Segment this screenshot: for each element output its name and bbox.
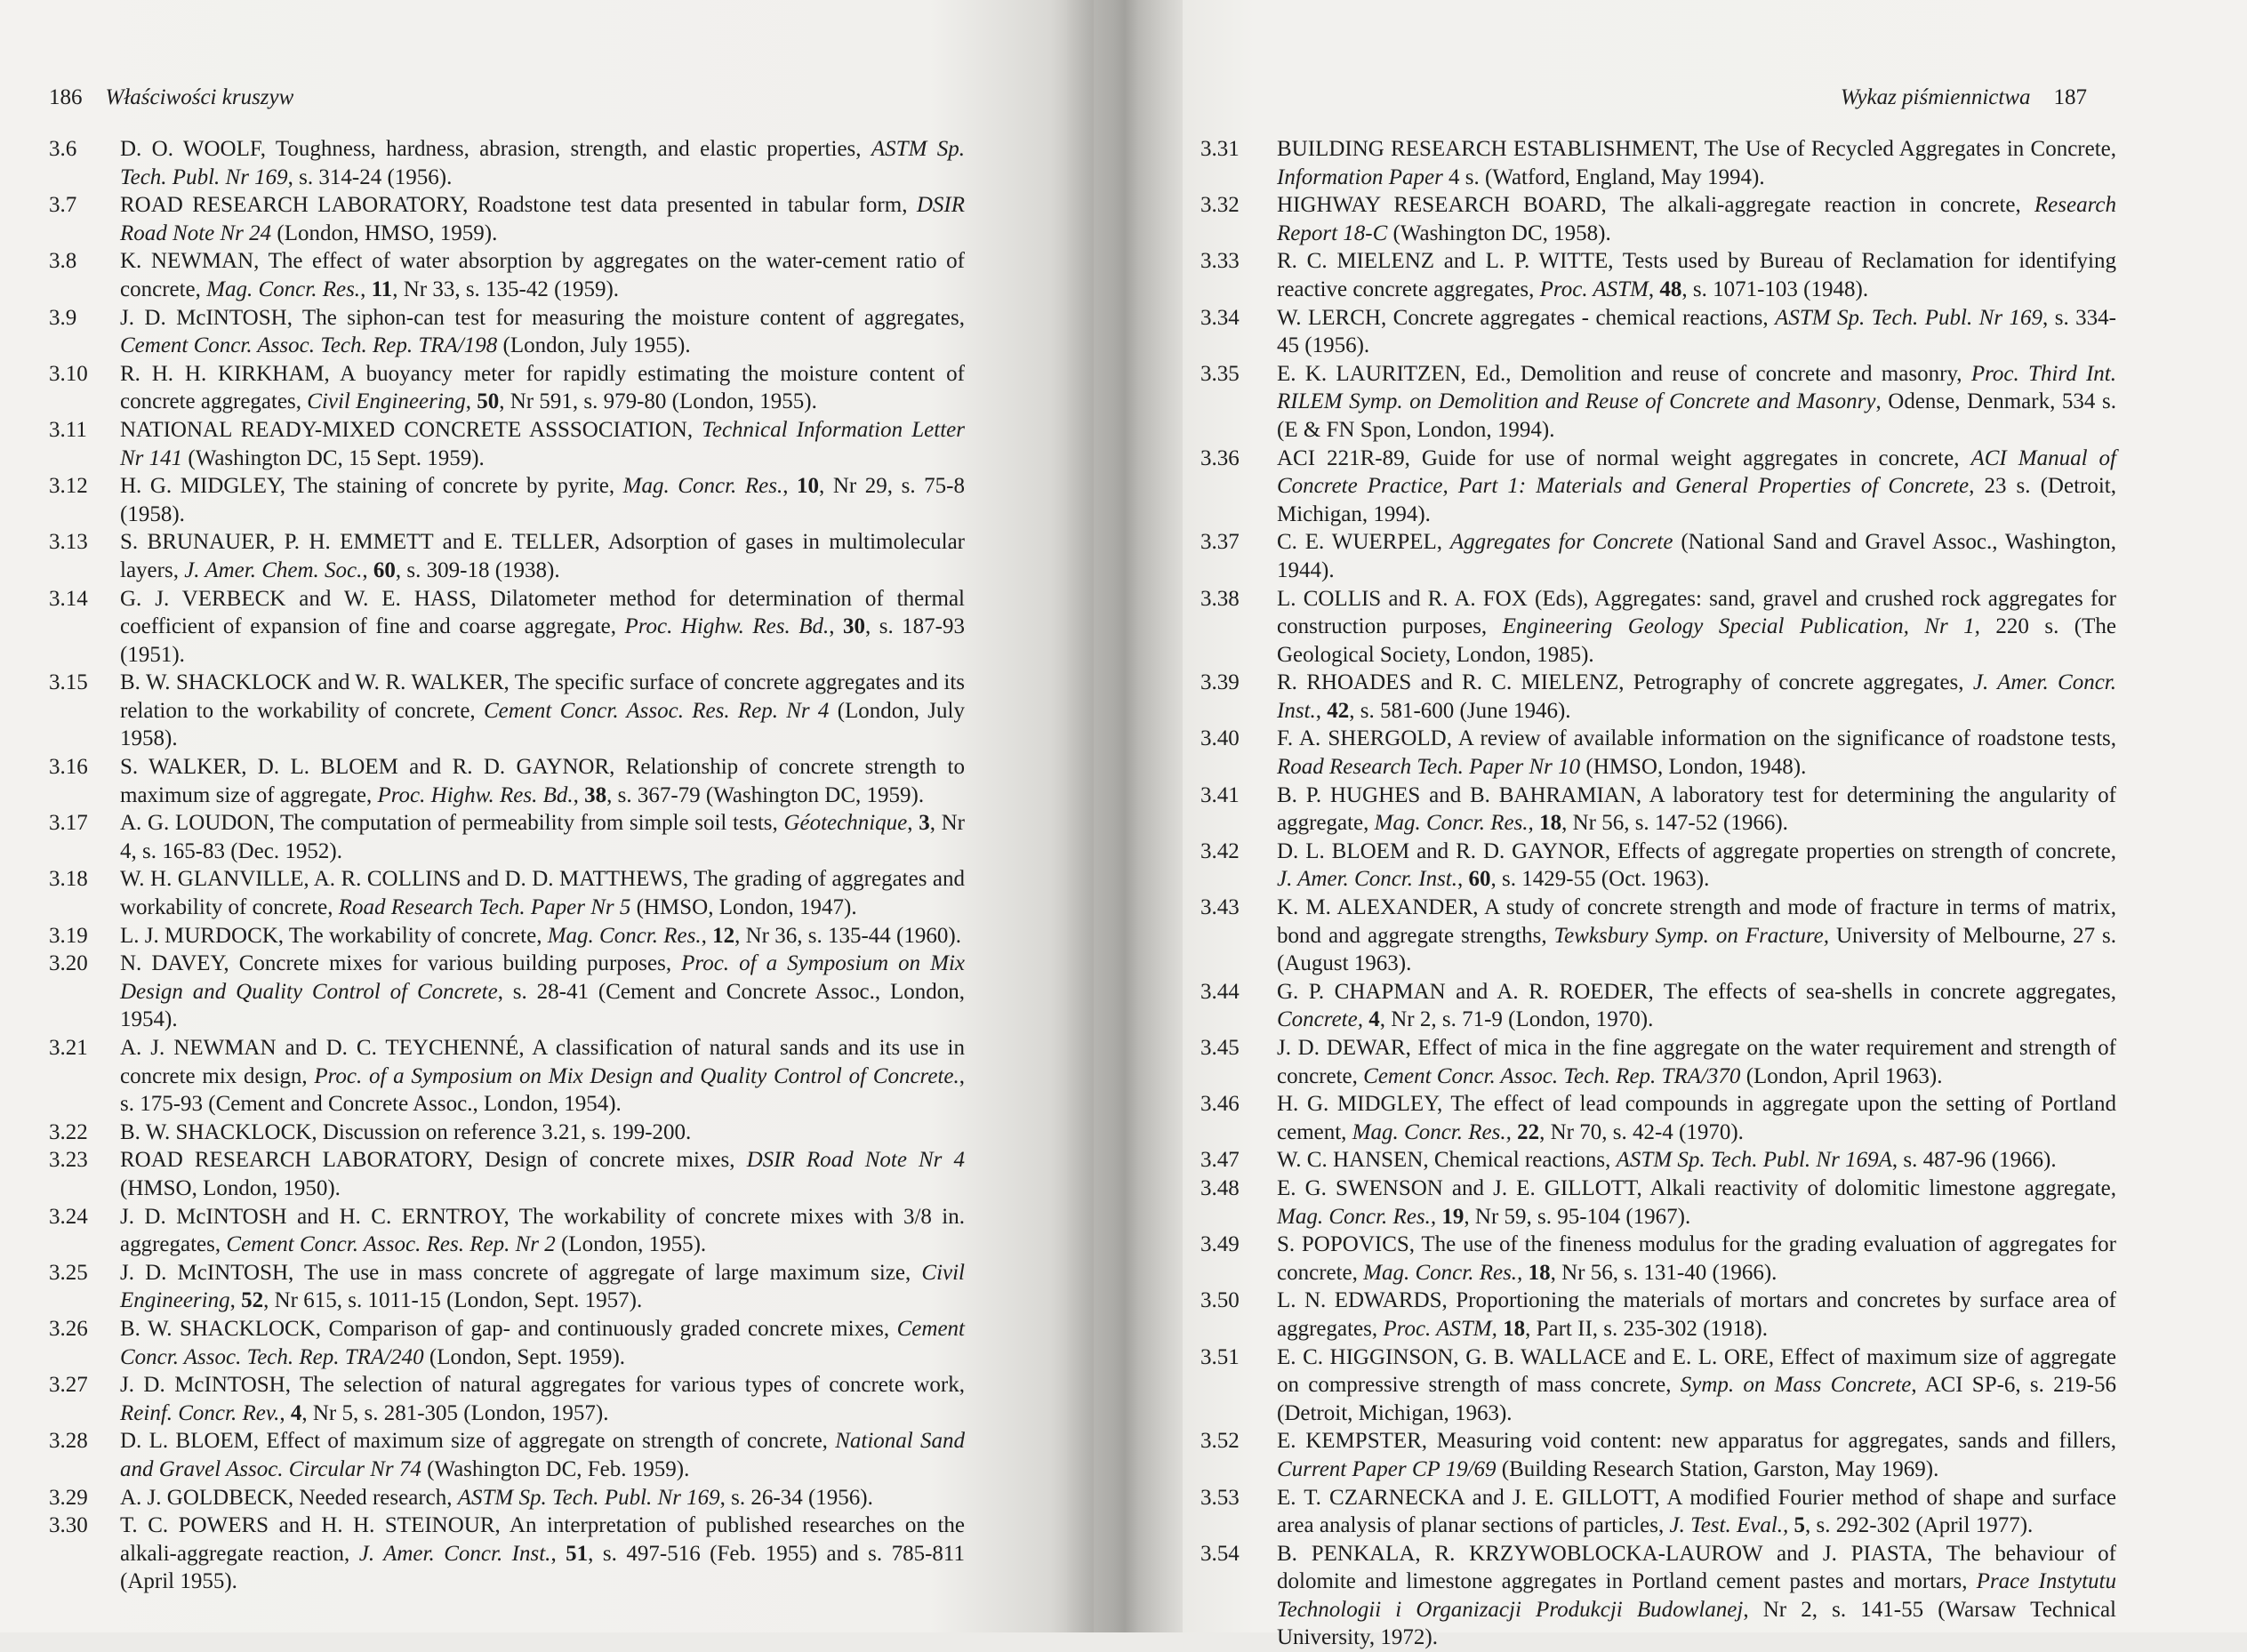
reference-text: S. WALKER, D. L. BLOEM and R. D. GAYNOR, Relationship of concrete strength to maximum size of aggregate, Proc. Highw. Res. Bd., 38, s. 367-79 (Washington DC, 1959). xyxy=(120,755,965,807)
reference-text: ACI 221R-89, Guide for use of normal weight aggregates in concrete, ACI Manual of Concrete Practice, Part 1: Materials and General Properties of Concrete, 23 s. (Detroit, Michigan, 1994). xyxy=(1277,445,2116,526)
reference-number: 3.41 xyxy=(1200,782,1240,807)
reference-entry xyxy=(49,528,965,584)
reference-text: N. DAVEY, Concrete mixes for various building purposes, Proc. of a Symposium on Mix Design and Quality Control of Concrete, s. 28-41 (Cement and Concrete Assoc., London, 1954). xyxy=(120,951,965,1032)
reference-entry xyxy=(1200,585,2116,670)
reference-entry xyxy=(1200,445,2116,529)
reference-entry xyxy=(49,472,965,528)
reference-number: 3.20 xyxy=(49,951,88,976)
reference-number: 3.54 xyxy=(1200,1541,1240,1566)
reference-entry xyxy=(49,1119,965,1147)
reference-number: 3.48 xyxy=(1200,1175,1240,1200)
reference-text: A. J. GOLDBECK, Needed research, ASTM Sp. Tech. Publ. Nr 169, s. 26-34 (1956). xyxy=(120,1485,873,1510)
reference-entry xyxy=(1200,1175,2116,1231)
reference-text: BUILDING RESEARCH ESTABLISHMENT, The Use of Recycled Aggregates in Concrete, Information Paper 4 s. (Watford, England, May 1994). xyxy=(1277,137,2116,189)
reference-text: K. NEWMAN, The effect of water absorption by aggregates on the water-cement ratio of concrete, Mag. Concr. Res., 11, Nr 33, s. 135-42 (1959). xyxy=(120,249,965,301)
reference-number: 3.8 xyxy=(49,249,77,274)
reference-number: 3.24 xyxy=(49,1204,88,1229)
reference-number: 3.31 xyxy=(1200,137,1240,161)
reference-number: 3.7 xyxy=(49,193,77,218)
reference-entry xyxy=(1200,1090,2116,1146)
reference-text: W. C. HANSEN, Chemical reactions, ASTM Sp. Tech. Publ. Nr 169A, s. 487-96 (1966). xyxy=(1277,1148,2057,1173)
reference-text: A. J. NEWMAN and D. C. TEYCHENNÉ, A classification of natural sands and its use in concrete mix design, Proc. of a Symposium on Mix Design and Quality Control of Concrete., s. 175-93 (Cement and Concrete Assoc., London, 1954). xyxy=(120,1036,965,1117)
right-running-title: Wykaz piśmiennictwa xyxy=(1840,85,2031,109)
reference-number: 3.22 xyxy=(49,1119,88,1144)
reference-text: J. D. DEWAR, Effect of mica in the fine aggregate on the water requirement and strength of concrete, Cement Concr. Assoc. Tech. Rep. TRA/370 (London, April 1963). xyxy=(1277,1036,2116,1088)
reference-number: 3.51 xyxy=(1200,1344,1240,1369)
reference-number: 3.43 xyxy=(1200,895,1240,920)
reference-entry xyxy=(1200,247,2116,303)
reference-text: E. K. LAURITZEN, Ed., Demolition and reuse of concrete and masonry, Proc. Third Int. RILEM Symp. on Demolition and Reuse of Concrete and Masonry, Odense, Denmark, 534 s. (E & FN Spon, London, 1994). xyxy=(1277,361,2117,442)
reference-entry xyxy=(1200,1484,2116,1540)
reference-number: 3.46 xyxy=(1200,1092,1240,1117)
reference-entry xyxy=(1200,1034,2116,1090)
reference-text: D. O. WOOLF, Toughness, hardness, abrasion, strength, and elastic properties, ASTM Sp. Tech. Publ. Nr 169, s. 314-24 (1956). xyxy=(120,137,965,189)
reference-text: A. G. LOUDON, The computation of permeability from simple soil tests, Géotechnique, 3, Nr 4, s. 165-83 (Dec. 1952). xyxy=(120,811,965,863)
reference-entry xyxy=(1200,894,2116,978)
reference-entry xyxy=(1200,1287,2116,1343)
reference-text: B. P. HUGHES and B. BAHRAMIAN, A laboratory test for determining the angularity of aggregate, Mag. Concr. Res., 18, Nr 56, s. 147-52 (1966). xyxy=(1277,782,2116,836)
reference-entry xyxy=(1200,191,2116,247)
right-running-head xyxy=(1841,80,2087,116)
reference-text: R. H. H. KIRKHAM, A buoyancy meter for rapidly estimating the moisture content of concrete aggregates, Civil Engineering, 50, Nr 591, s. 979-80 (London, 1955). xyxy=(120,361,965,414)
reference-text: J. D. McINTOSH, The selection of natural aggregates for various types of concrete work, Reinf. Concr. Rev., 4, Nr 5, s. 281-305 (London, 1957). xyxy=(120,1373,965,1425)
reference-number: 3.42 xyxy=(1200,838,1240,863)
reference-entry xyxy=(49,191,965,247)
reference-number: 3.28 xyxy=(49,1429,88,1454)
reference-text: S. POPOVICS, The use of the fineness modulus for the grading evaluation of aggregates for concrete, Mag. Concr. Res., 18, Nr 56, s. 131-40 (1966). xyxy=(1277,1232,2116,1285)
reference-number: 3.40 xyxy=(1200,726,1240,751)
reference-entry xyxy=(49,585,965,670)
reference-entry xyxy=(1200,1427,2116,1483)
reference-number: 3.39 xyxy=(1200,670,1240,695)
reference-number: 3.16 xyxy=(49,755,88,780)
reference-number: 3.44 xyxy=(1200,979,1240,1004)
reference-number: 3.49 xyxy=(1200,1232,1240,1257)
reference-text: D. L. BLOEM, Effect of maximum size of aggregate on strength of concrete, National Sand and Gravel Assoc. Circular Nr 74 (Washington DC, Feb. 1959). xyxy=(120,1429,965,1481)
reference-entry xyxy=(49,1512,965,1596)
reference-text: C. E. WUERPEL, Aggregates for Concrete (National Sand and Gravel Assoc., Washington, 1944). xyxy=(1277,530,2116,582)
reference-text: NATIONAL READY-MIXED CONCRETE ASSSOCIATION, Technical Information Letter Nr 141 (Washington DC, 15 Sept. 1959). xyxy=(120,417,965,470)
reference-number: 3.9 xyxy=(49,305,77,330)
reference-number: 3.50 xyxy=(1200,1288,1240,1313)
reference-number: 3.34 xyxy=(1200,305,1240,330)
reference-text: E. KEMPSTER, Measuring void content: new apparatus for aggregates, sands and fillers, Current Paper CP 19/69 (Building Research Station, Garston, May 1969). xyxy=(1277,1429,2116,1481)
reference-text: ROAD RESEARCH LABORATORY, Design of concrete mixes, DSIR Road Note Nr 4 (HMSO, London, 1950). xyxy=(120,1148,965,1200)
reference-text: G. P. CHAPMAN and A. R. ROEDER, The effects of sea-shells in concrete aggregates, Concrete, 4, Nr 2, s. 71-9 (London, 1970). xyxy=(1277,979,2116,1032)
reference-entry xyxy=(1200,978,2116,1034)
reference-entry xyxy=(49,1146,965,1202)
reference-number: 3.29 xyxy=(49,1485,88,1510)
reference-entry xyxy=(49,416,965,472)
reference-entry xyxy=(49,304,965,360)
reference-text: T. C. POWERS and H. H. STEINOUR, An interpretation of published researches on the alkali-aggregate reaction, J. Amer. Concr. Inst., 51, s. 497-516 (Feb. 1955) and s. 785-811 (April 1955). xyxy=(120,1513,965,1594)
reference-text: R. C. MIELENZ and L. P. WITTE, Tests used by Bureau of Reclamation for identifying reactive concrete aggregates, Proc. ASTM, 48, s. 1071-103 (1948). xyxy=(1277,249,2116,301)
reference-number: 3.17 xyxy=(49,811,88,836)
reference-entry xyxy=(49,1259,965,1315)
reference-text: J. D. McINTOSH and H. C. ERNTROY, The workability of concrete mixes with 3/8 in. aggregates, Cement Concr. Assoc. Res. Rep. Nr 2 (London, 1955). xyxy=(120,1204,965,1257)
reference-number: 3.26 xyxy=(49,1316,88,1341)
reference-entry xyxy=(49,135,965,191)
reference-text: E. C. HIGGINSON, G. B. WALLACE and E. L. ORE, Effect of maximum size of aggregate on compressive strength of mass concrete, Symp. on Mass Concrete, ACI SP-6, s. 219-56 (Detroit, Michigan, 1963). xyxy=(1277,1344,2116,1425)
reference-number: 3.38 xyxy=(1200,586,1240,611)
reference-entry xyxy=(1200,1231,2116,1287)
reference-entry xyxy=(1200,135,2116,191)
reference-number: 3.47 xyxy=(1200,1148,1240,1173)
reference-number: 3.35 xyxy=(1200,361,1240,386)
reference-number: 3.45 xyxy=(1200,1036,1240,1060)
reference-entry xyxy=(1200,782,2116,838)
reference-number: 3.6 xyxy=(49,137,77,161)
reference-number: 3.15 xyxy=(49,670,88,695)
reference-number: 3.18 xyxy=(49,867,88,892)
left-page-number: 186 xyxy=(49,85,83,109)
reference-entry xyxy=(49,950,965,1034)
reference-text: D. L. BLOEM and R. D. GAYNOR, Effects of aggregate properties on strength of concrete, J. Amer. Concr. Inst., 60, s. 1429-55 (Oct. 1963). xyxy=(1277,838,2116,892)
reference-text: B. W. SHACKLOCK and W. R. WALKER, The specific surface of concrete aggregates and its relation to the workability of concrete, Cement Concr. Assoc. Res. Rep. Nr 4 (London, July 1958). xyxy=(120,670,965,751)
reference-text: W. LERCH, Concrete aggregates - chemical reactions, ASTM Sp. Tech. Publ. Nr 169, s. 334-45 (1956). xyxy=(1277,305,2116,358)
reference-number: 3.53 xyxy=(1200,1485,1240,1510)
reference-number: 3.13 xyxy=(49,530,88,555)
reference-text: R. RHOADES and R. C. MIELENZ, Petrography of concrete aggregates, J. Amer. Concr. Inst., 42, s. 581-600 (June 1946). xyxy=(1277,670,2116,723)
reference-text: B. PENKALA, R. KRZYWOBLOCKA-LAUROW and J. PIASTA, The behaviour of dolomite and limestone aggregates in Portland cement pastes and mortars, Prace Instytutu Technologii i Organizacji Produkcji Budowlanej, Nr 2, s. 141-55 (Warsaw Technical University, 1972). xyxy=(1277,1541,2116,1650)
reference-entry xyxy=(49,669,965,753)
reference-entry xyxy=(49,922,965,950)
reference-entry xyxy=(1200,528,2116,584)
reference-entry xyxy=(49,1034,965,1119)
reference-entry xyxy=(1200,838,2116,894)
reference-number: 3.52 xyxy=(1200,1429,1240,1454)
reference-entry xyxy=(49,1484,965,1512)
reference-entry xyxy=(49,1427,965,1483)
reference-text: ROAD RESEARCH LABORATORY, Roadstone test data presented in tabular form, DSIR Road Note Nr 24 (London, HMSO, 1959). xyxy=(120,193,965,245)
reference-entry xyxy=(1200,1343,2116,1428)
reference-text: K. M. ALEXANDER, A study of concrete strength and mode of fracture in terms of matrix, bond and aggregate strengths, Tewksbury Symp. on Fracture, University of Melbourne, 27 s. (August 1963). xyxy=(1277,895,2116,976)
reference-text: L. COLLIS and R. A. FOX (Eds), Aggregates: sand, gravel and crushed rock aggregates for construction purposes, Engineering Geology Special Publication, Nr 1, 220 s. (The Geological Society, London, 1985). xyxy=(1277,586,2116,667)
left-running-head xyxy=(49,80,293,116)
reference-number: 3.36 xyxy=(1200,445,1240,470)
reference-number: 3.10 xyxy=(49,361,88,386)
reference-number: 3.14 xyxy=(49,586,88,611)
reference-entry xyxy=(49,247,965,303)
reference-number: 3.30 xyxy=(49,1513,88,1538)
reference-entry xyxy=(49,809,965,865)
reference-text: W. H. GLANVILLE, A. R. COLLINS and D. D. MATTHEWS, The grading of aggregates and workability of concrete, Road Research Tech. Paper Nr 5 (HMSO, London, 1947). xyxy=(120,867,965,920)
reference-text: J. D. McINTOSH, The siphon-can test for measuring the moisture content of aggregates, Cement Concr. Assoc. Tech. Rep. TRA/198 (London, July 1955). xyxy=(120,305,965,358)
reference-entry xyxy=(1200,1146,2116,1175)
reference-number: 3.12 xyxy=(49,474,88,499)
reference-entry xyxy=(1200,725,2116,781)
reference-text: L. N. EDWARDS, Proportioning the materials of mortars and concretes by surface area of aggregates, Proc. ASTM, 18, Part II, s. 235-302 (1918). xyxy=(1277,1288,2116,1341)
reference-text: H. G. MIDGLEY, The effect of lead compounds in aggregate upon the setting of Portland cement, Mag. Concr. Res., 22, Nr 70, s. 42-4 (1970). xyxy=(1277,1092,2116,1144)
reference-entry xyxy=(1200,304,2116,360)
reference-text: B. W. SHACKLOCK, Discussion on reference 3.21, s. 199-200. xyxy=(120,1119,692,1144)
book-gutter-shadow xyxy=(1067,0,1183,1632)
reference-number: 3.21 xyxy=(49,1036,88,1060)
reference-number: 3.37 xyxy=(1200,530,1240,555)
reference-text: H. G. MIDGLEY, The staining of concrete by pyrite, Mag. Concr. Res., 10, Nr 29, s. 75-8 (1958). xyxy=(120,474,965,526)
reference-entry xyxy=(1200,360,2116,445)
reference-text: J. D. McINTOSH, The use in mass concrete of aggregate of large maximum size, Civil Engineering, 52, Nr 615, s. 1011-15 (London, Sept. 1957). xyxy=(120,1260,965,1313)
reference-number: 3.25 xyxy=(49,1260,88,1285)
reference-text: G. J. VERBECK and W. E. HASS, Dilatometer method for determination of thermal coefficient of expansion of fine and coarse aggregate, Proc. Highw. Res. Bd., 30, s. 187-93 (1951). xyxy=(120,586,966,667)
right-reference-list xyxy=(1200,135,2116,1652)
reference-number: 3.27 xyxy=(49,1373,88,1398)
reference-text: HIGHWAY RESEARCH BOARD, The alkali-aggregate reaction in concrete, Research Report 18-C (Washington DC, 1958). xyxy=(1277,193,2116,245)
reference-text: E. G. SWENSON and J. E. GILLOTT, Alkali reactivity of dolomitic limestone aggregate, Mag. Concr. Res., 19, Nr 59, s. 95-104 (1967). xyxy=(1277,1175,2116,1229)
right-page-number: 187 xyxy=(2053,85,2087,109)
reference-entry xyxy=(49,1203,965,1259)
reference-number: 3.33 xyxy=(1200,249,1240,274)
left-reference-list xyxy=(49,135,965,1596)
reference-number: 3.32 xyxy=(1200,193,1240,218)
reference-number: 3.11 xyxy=(49,417,87,442)
left-page xyxy=(0,0,1094,1632)
reference-text: F. A. SHERGOLD, A review of available information on the significance of roadstone tests, Road Research Tech. Paper Nr 10 (HMSO, London, 1948). xyxy=(1277,726,2116,780)
reference-entry xyxy=(49,865,965,921)
reference-text: L. J. MURDOCK, The workability of concrete, Mag. Concr. Res., 12, Nr 36, s. 135-44 (1960). xyxy=(120,923,961,948)
reference-number: 3.23 xyxy=(49,1148,88,1173)
left-running-title: Właściwości kruszyw xyxy=(105,85,294,109)
reference-text: S. BRUNAUER, P. H. EMMETT and E. TELLER, Adsorption of gases in multimolecular layers, J. Amer. Chem. Soc., 60, s. 309-18 (1938). xyxy=(120,530,965,582)
reference-text: E. T. CZARNECKA and J. E. GILLOTT, A modified Fourier method of shape and surface area analysis of planar sections of particles, J. Test. Eval., 5, s. 292-302 (April 1977). xyxy=(1277,1485,2116,1538)
reference-text: B. W. SHACKLOCK, Comparison of gap- and continuously graded concrete mixes, Cement Concr. Assoc. Tech. Rep. TRA/240 (London, Sept. 1959). xyxy=(120,1316,965,1369)
reference-entry xyxy=(49,753,965,809)
reference-entry xyxy=(1200,1540,2116,1652)
reference-entry xyxy=(49,1371,965,1427)
reference-entry xyxy=(49,1315,965,1371)
reference-entry xyxy=(1200,669,2116,725)
reference-entry xyxy=(49,360,965,416)
reference-number: 3.19 xyxy=(49,923,88,948)
